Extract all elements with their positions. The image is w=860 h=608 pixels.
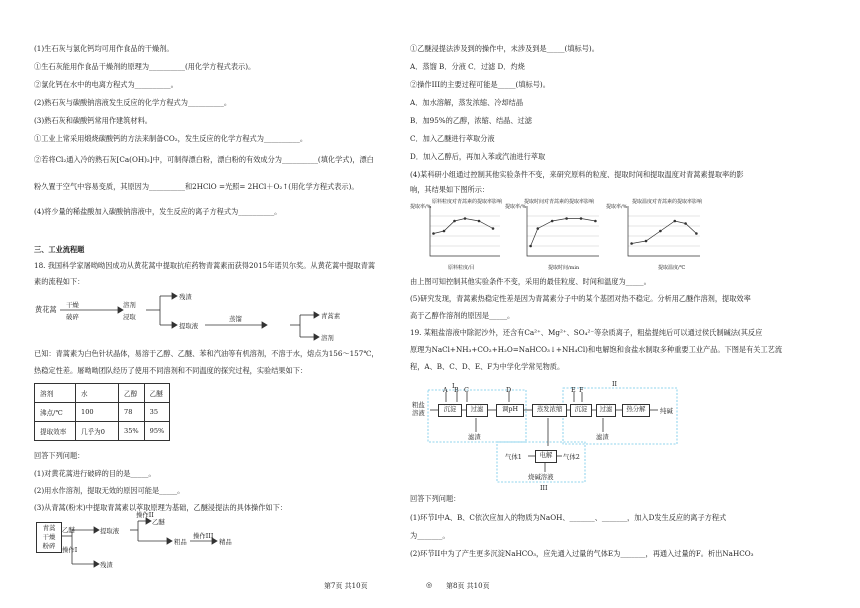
flow3-roman-2: II — [612, 380, 618, 388]
flow2-crude: 粗品 — [174, 538, 187, 546]
text-line: 回答下列问题： — [34, 451, 85, 460]
text-line: ①乙醚浸提法涉及到的操作中，未涉及到是_____(填标号)。 — [410, 44, 599, 53]
text-line: 原理为NaCl+NH₃+CO₂+H₂O=NaHCO₃↓+NH₄Cl)和电解饱和食盐水制取多种重要工业产品。下图是有关工艺流 — [410, 345, 783, 354]
flow3-letter-d: D — [506, 386, 512, 394]
flow2-op3: 操作III — [193, 532, 214, 540]
chart1-ylabel: 提取率/% — [410, 204, 432, 210]
flow3-filter-2: 过滤 — [596, 404, 616, 417]
flow2-start-line: 青蒿 — [42, 524, 56, 532]
question-18: 18. 我国科学家屠呦呦因成功从黄花蒿中提取抗疟药物青蒿素而获得2015年诺贝尔奖。从黄花蒿中提取青蒿 — [34, 261, 376, 270]
chart1-xlabel: 原料粒度/目 — [448, 265, 475, 271]
flow1-start: 黄花蒿 — [35, 305, 57, 314]
flow2-extract: 提取液 — [100, 527, 120, 535]
flow3-crude-line: 粗盐 — [412, 401, 425, 409]
text-line: A．加水溶解，蒸发浓缩、冷却结晶 — [410, 98, 524, 107]
text-line: 回答下列问题： — [410, 494, 461, 503]
text-line: (1)环节I中A、B、C依次应加入的物质为NaOH、_______、_______，加入D发生反应的离子方程式 — [410, 513, 727, 522]
table-cell: 乙醇 — [119, 384, 145, 403]
flow2-add: 乙醚 — [62, 526, 75, 534]
flow3-crude — [412, 401, 425, 417]
flow3-electro: 电解 — [535, 450, 557, 463]
flow3-precip: 沉淀 — [438, 404, 462, 417]
text-line: (4)将少量的稀盐酸加入碳酸钠溶液中，发生反应的离子方程式为__________。 — [34, 207, 282, 216]
text-line: 热稳定性差。屠呦呦团队经历了使用不同溶剂和不同温度的探究过程，实验结果如下： — [34, 366, 308, 375]
text-line: (3)熟石灰和碳酸钙常用作建筑材料。 — [34, 116, 152, 125]
table-cell: 几乎为0 — [76, 422, 119, 441]
text-line: 由上图可知控制其他实验条件不变，采用的最佳粒度、时间和温度为_____。 — [410, 277, 651, 286]
flow1-step2-top: 溶剂 — [123, 301, 136, 309]
text-line: 响，其结果如下图所示： — [410, 185, 490, 194]
flow3-letter-f: F — [579, 386, 584, 394]
text-line: (2)环节II中为了产生更多沉淀NaHCO₃，应先通入过量的气体E为_______，再通入过量的F。析出NaHCO₃ — [410, 549, 754, 558]
flow3-soda: 纯碱 — [660, 407, 673, 415]
flow3-letter-a: A — [443, 386, 448, 394]
text-line: ②操作III的主要过程可能是_____(填标号)。 — [410, 80, 550, 89]
text-line: (5)研究发现，青蒿素热稳定性差是因为青蒿素分子中的某个基团对热不稳定。分析用乙醚作溶剂，提取效率 — [410, 294, 751, 303]
text-line: 已知：青蒿素为白色针状晶体，易溶于乙醇、乙醚、苯和汽油等有机溶剂，不溶于水，熔点为156～157℃， — [34, 349, 379, 358]
flow3-crude-line: 溶液 — [412, 409, 425, 417]
table-cell: 溶剂 — [35, 384, 76, 403]
text-line: ①生石灰能用作食品干燥剂的原理为__________(用化学方程式表示)。 — [34, 62, 256, 71]
flow3-filter: 过滤 — [466, 404, 488, 417]
flow2-fine: 精品 — [219, 538, 232, 546]
chart3-xlabel: 提取温度/℃ — [658, 265, 686, 271]
flow3-ph: 调pH — [496, 404, 524, 417]
flow1-residue: 残渣 — [179, 293, 192, 301]
table-cell: 水 — [76, 384, 119, 403]
flow3-gas2: 气体2 — [563, 453, 580, 461]
flow3-letter-c: C — [464, 386, 469, 394]
chart2-title: 提取时间对青蒿素的提取率影响 — [524, 199, 595, 205]
text-line: 为_______。 — [410, 531, 450, 540]
text-line: (2)熟石灰与碳酸钠溶液发生反应的化学方程式为__________。 — [34, 98, 232, 107]
flow1-solvent: 溶剂 — [321, 334, 334, 342]
flow1-step1-bottom: 破碎 — [66, 313, 79, 321]
flow2-start-line: 干燥 — [42, 533, 56, 541]
text-line: (1)对黄花蒿进行破碎的目的是_____。 — [34, 469, 156, 478]
chart1-title: 原料粒度对青蒿素的提取率影响 — [432, 199, 503, 205]
text-line: 粉久置于空气中容易变质，其原因为__________和2HClO =光照= 2HCl＋O₂↑(用化学方程式表示)。 — [34, 182, 359, 191]
section-title: 三、工业流程题 — [34, 245, 85, 254]
text-line: ②若将Cl₂通入冷的熟石灰[Ca(OH)₂]中，可制得漂白粉，漂白粉的有效成分为__________(填化学式)，漂白 — [34, 155, 374, 164]
text-line: (2)用水作溶剂，提取无效的原因可能是_____。 — [34, 486, 185, 495]
table-cell: 沸点/℃ — [35, 403, 76, 422]
flow3-gas1: 气体1 — [505, 453, 522, 461]
text-line: 素的流程如下： — [34, 277, 85, 286]
table-cell: 100 — [76, 403, 119, 422]
flow3-naoh: 烧碱溶液 — [528, 473, 554, 481]
flow3-residue-1: 滤渣 — [468, 433, 481, 441]
table-cell: 95% — [144, 422, 170, 441]
text-line: ②氯化钙在水中的电离方程式为__________。 — [34, 80, 178, 89]
flow1-distill: 蒸馏 — [229, 315, 242, 323]
text-line: 程，A、B、C、D、E、F为中学化学常见物质。 — [410, 362, 565, 371]
table-cell: 35% — [119, 422, 145, 441]
text-line: ①工业上常采用煅烧碳酸钙的方法来制备CO₂，发生反应的化学方程式为__________。 — [34, 134, 308, 143]
table-cell: 乙醚 — [144, 384, 170, 403]
flow2-residue: 残渣 — [100, 561, 113, 569]
flow2-start-line: 粉碎 — [42, 542, 56, 550]
text-line: C．加入乙醚进行萃取分液 — [410, 134, 495, 143]
flow3-precip-2: 沉淀 — [570, 404, 592, 417]
flow1-extract: 提取液 — [179, 322, 199, 330]
flow3-letter-e: E — [571, 386, 576, 394]
text-line: 高于乙醇作溶剂的原因是_____。 — [410, 311, 515, 320]
flow1-step2-bottom: 浸取 — [123, 313, 136, 321]
text-line: A．蒸馏 B．分液 C．过滤 D．灼烧 — [410, 62, 525, 71]
question-19: 19. 某粗盐溶液中除泥沙外，还含有Ca²⁺、Mg²⁺、SO₄²⁻等杂质离子，粗盐提纯后可以通过侯氏制碱法(其反应 — [410, 328, 763, 337]
text-line: (3)从青蒿(粉末)中提取青蒿素以萃取原理为基础，乙醚浸提法的具体操作如下： — [34, 503, 287, 512]
flow2-op2: 操作II — [136, 511, 154, 519]
chart3-ylabel: 提取率/% — [606, 204, 628, 210]
flow3-roman-1: I — [452, 382, 455, 390]
chart2-ylabel: 提取率/% — [505, 204, 527, 210]
chart3-title: 提取温度对青蒿素的提取率影响 — [632, 199, 703, 205]
chart2-xlabel: 提取时间/min — [548, 265, 580, 271]
table-cell: 35 — [144, 403, 170, 422]
flow3-roman-3: III — [540, 484, 548, 492]
text-line: (4)某科研小组通过控制其他实验条件不变，来研究原料的粒度、提取时间和提取温度对青蒿素提取率的影 — [410, 170, 744, 179]
flow1-product: 青蒿素 — [321, 312, 341, 320]
flow2-ether: 乙醚 — [152, 518, 165, 526]
text-line: (1)生石灰与氯化钙均可用作食品的干燥剂。 — [34, 44, 174, 53]
footer-right: 第8页 共10页 — [446, 582, 490, 590]
flow3-heat: 热分解 — [622, 404, 650, 417]
flow3-letter-b: B — [454, 386, 459, 394]
table-cell: 提取效率 — [35, 422, 76, 441]
flow3-evap: 蒸发浓缩 — [532, 404, 567, 417]
table-cell: 78 — [119, 403, 145, 422]
flow2-op1: 操作I — [62, 546, 78, 554]
flow1-step1-top: 干燥 — [66, 301, 79, 309]
footer-left: 第7页 共10页 — [324, 582, 368, 590]
text-line: D．加入乙醇后，再加入苯或汽油进行萃取 — [410, 152, 546, 161]
text-line: B．加95%的乙醇，浓缩、结晶、过滤 — [410, 116, 532, 125]
footer-mid: ◎ — [426, 581, 433, 589]
flow3-residue-2: 滤渣 — [596, 433, 609, 441]
